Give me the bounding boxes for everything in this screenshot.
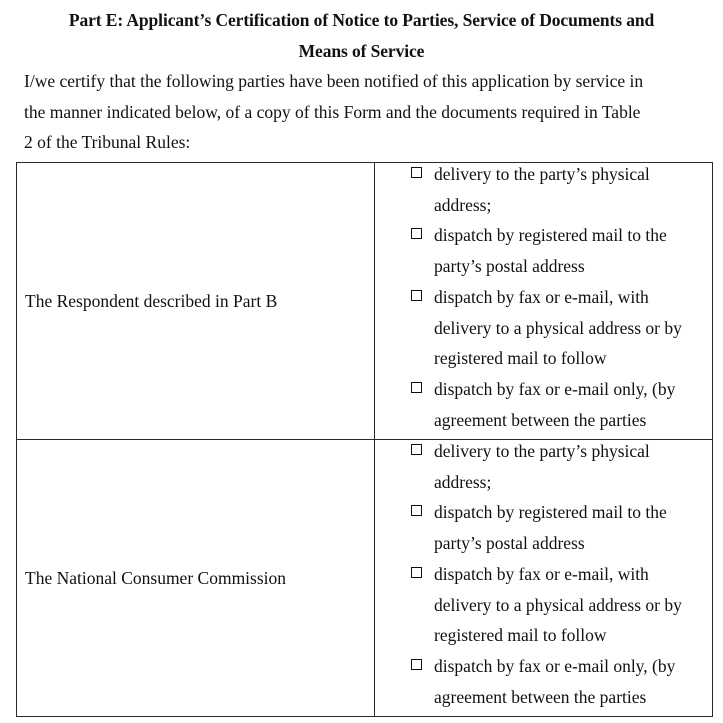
heading-line-1: Part E: Applicant’s Certification of Notice to Parties, Service of Documents and: [68, 10, 655, 30]
party-cell: [17, 440, 375, 717]
checkbox-icon[interactable]: [411, 444, 422, 455]
service-options-cell: [375, 440, 713, 717]
option-registered-mail[interactable]: dispatch by registered mail to the party’s postal address: [375, 497, 712, 558]
option-physical-delivery[interactable]: delivery to the party’s physical address;: [375, 159, 712, 220]
checkbox-icon[interactable]: [411, 567, 422, 578]
table-row-commission: [17, 440, 713, 717]
option-fax-email-only[interactable]: dispatch by fax or e-mail only, (by agreement between the parties: [375, 374, 712, 435]
checkbox-icon[interactable]: [411, 659, 422, 670]
option-registered-mail[interactable]: dispatch by registered mail to the party’s postal address: [375, 220, 712, 281]
party-cell: [17, 163, 375, 440]
checkbox-icon[interactable]: [411, 505, 422, 516]
option-fax-email-with-delivery[interactable]: dispatch by fax or e-mail, with delivery to a physical address or by registered mail to follow: [375, 559, 712, 651]
service-table: [16, 162, 713, 717]
checkbox-icon[interactable]: [411, 290, 422, 301]
option-fax-email-with-delivery[interactable]: dispatch by fax or e-mail, with delivery to a physical address or by registered mail to follow: [375, 282, 712, 374]
checkbox-icon[interactable]: [411, 167, 422, 178]
party-name: The Respondent described in Part B: [25, 290, 278, 311]
intro-line-3: 2 of the Tribunal Rules:: [24, 132, 191, 153]
option-physical-delivery[interactable]: delivery to the party’s physical address;: [375, 436, 712, 497]
checkbox-icon[interactable]: [411, 382, 422, 393]
intro-line-1: I/we certify that the following parties have been notified of this application by service in: [24, 71, 644, 91]
party-name: The National Consumer Commission: [25, 567, 287, 588]
option-fax-email-only[interactable]: dispatch by fax or e-mail only, (by agreement between the parties: [375, 651, 712, 712]
certification-statement: [24, 66, 714, 158]
service-options-cell: [375, 163, 713, 440]
section-heading: [0, 5, 723, 66]
intro-line-2: the manner indicated below, of a copy of this Form and the documents required in Table: [24, 101, 641, 122]
table-row-respondent: [17, 163, 713, 440]
checkbox-icon[interactable]: [411, 228, 422, 239]
heading-line-2: Means of Service: [298, 40, 425, 61]
